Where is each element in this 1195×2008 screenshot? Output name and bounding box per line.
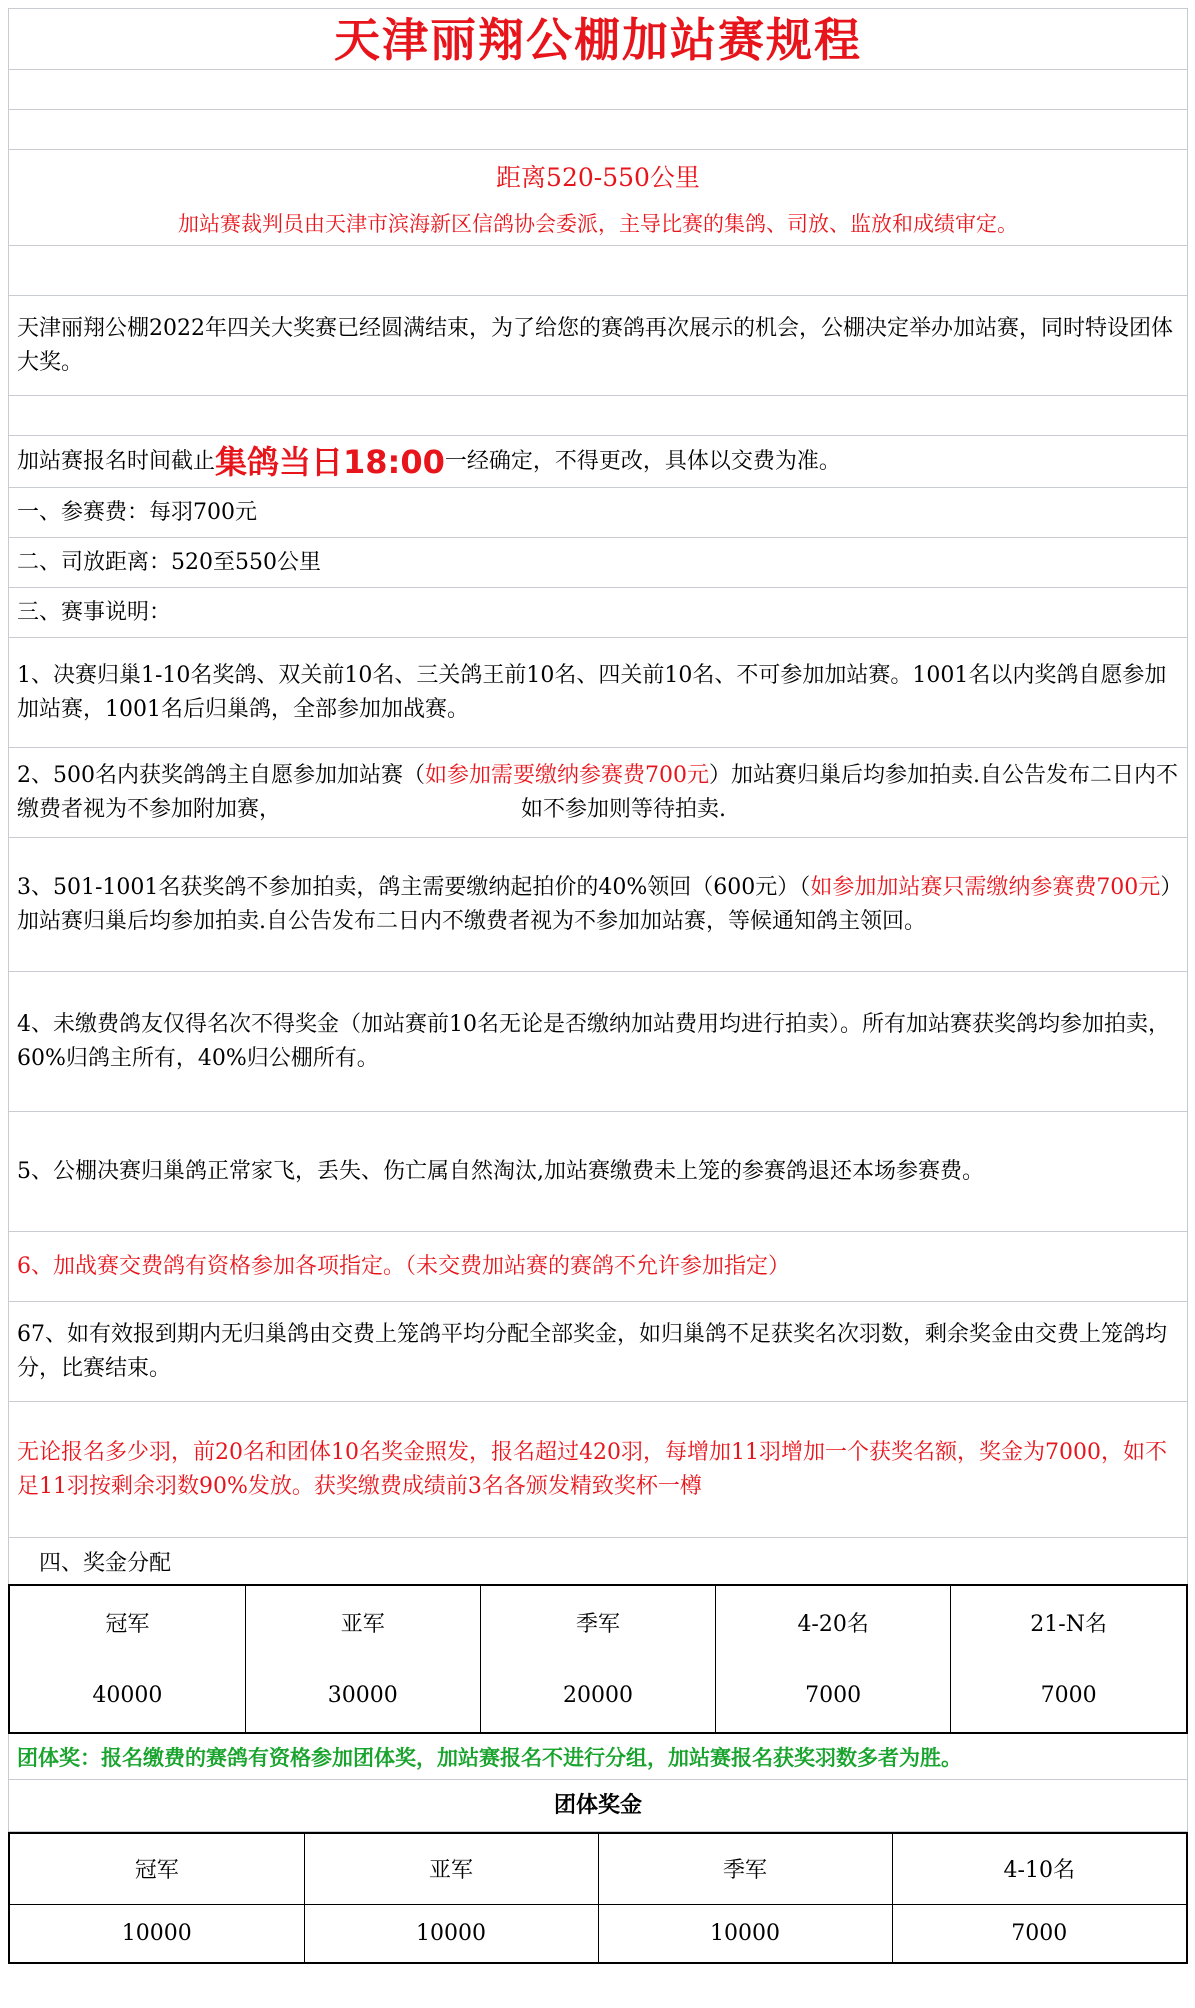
team-note-row xyxy=(8,1734,1188,1780)
team-header-cell: 冠军 xyxy=(10,1834,304,1904)
team-value-cell: 10000 xyxy=(304,1904,598,1962)
bonus-note xyxy=(8,1402,1188,1538)
distance-block xyxy=(8,150,1188,246)
prize-table xyxy=(8,1584,1188,1734)
prize-heading: 四、奖金分配 xyxy=(8,1538,1188,1584)
team-header-cell: 季军 xyxy=(598,1834,892,1904)
rule-5-text: 5、公棚决赛归巢鸽正常家飞，丢失、伤亡属自然淘汰,加站赛缴费未上笼的参赛鸽退还本场参赛费。 xyxy=(17,1158,984,1184)
prize-value-cell: 20000 xyxy=(480,1658,715,1732)
team-value-cell: 7000 xyxy=(1011,1920,1068,1946)
team-table-grid xyxy=(10,1834,1186,1962)
rule-1-text: 1、决赛归巢1-10名奖鸽、双关前10名、三关鸽王前10名、四关前10名、不可参加加站赛。1001名以内奖鸽自愿参加加站赛，1001名后归巢鸽，全部参加加战赛。 xyxy=(17,662,1167,722)
distance-text: 距离520-550公里 xyxy=(496,162,700,192)
rule-6-text: 6、加战赛交费鸽有资格参加各项指定。（未交费加站赛的赛鸽不允许参加指定） xyxy=(17,1253,790,1279)
prize-value-cell: 40000 xyxy=(10,1658,245,1732)
rule-2 xyxy=(8,748,1188,838)
team-header-cell: 亚军 xyxy=(304,1834,598,1904)
prize-value-cell: 7000 xyxy=(1040,1682,1097,1708)
team-value-cell: 10000 xyxy=(598,1904,892,1962)
rule-3-fee-highlight: 如参加加站赛只需缴纳参赛费700元 xyxy=(810,874,1161,900)
rule-2-part-c: ）加站赛归巢后均参加拍卖.自公告发布二日内不缴费者视为不参加附加赛， xyxy=(17,762,1178,822)
prize-table-grid xyxy=(10,1586,1186,1732)
bonus-note-text: 无论报名多少羽，前20名和团体10名奖金照发，报名超过420羽，每增加11羽增加一个获奖名额，奖金为7000，如不足11羽按剩余羽数90%发放。获奖缴费成绩前3名各颁发精致奖杯一樽 xyxy=(17,1439,1167,1499)
referee-text: 加站赛裁判员由天津市滨海新区信鸽协会委派，主导比赛的集鸽、司放、监放和成绩审定。 xyxy=(178,211,1018,236)
team-table xyxy=(8,1832,1188,1964)
fee-text: 一、参赛费：每羽700元 xyxy=(17,499,257,525)
prize-header-cell: 4-20名 xyxy=(716,1586,951,1658)
blank-row xyxy=(8,396,1188,436)
team-header-row xyxy=(10,1834,1186,1904)
rule-2-part-d: 如不参加则等待拍卖. xyxy=(521,796,727,822)
intro-paragraph: 天津丽翔公棚2022年四关大奖赛已经圆满结束，为了给您的赛鸽再次展示的机会，公棚决定举办加站赛，同时特设团体大奖。 xyxy=(17,315,1173,375)
notes-heading: 三、赛事说明： xyxy=(17,599,172,625)
team-header-cell: 4-10名 xyxy=(1003,1858,1075,1884)
rule-7-text: 67、如有效报到期内无归巢鸽由交费上笼鸽平均分配全部奖金，如归巢鸽不足获奖名次羽数，剩余奖金由交费上笼鸽均分，比赛结束。 xyxy=(17,1321,1167,1381)
notes-heading-row xyxy=(8,588,1188,638)
rule-3-part-c: ）加站赛归巢后均参加拍卖.自公告发布二日内不缴费者视为不参加加站赛，等候通知鸽主领回。 xyxy=(17,874,1172,934)
page-title: 天津丽翔公棚加站赛规程 xyxy=(8,8,1188,70)
rule-5 xyxy=(8,1112,1188,1232)
release-row xyxy=(8,538,1188,588)
rule-1 xyxy=(8,638,1188,748)
prize-header-cell: 亚军 xyxy=(245,1586,480,1658)
rule-4-text: 4、未缴费鸽友仅得名次不得奖金（加站赛前10名无论是否缴纳加站费用均进行拍卖）。所有加站赛获奖鸽均参加拍卖，60%归鸽主所有，40%归公棚所有。 xyxy=(17,1011,1170,1071)
intro-text xyxy=(8,296,1188,396)
rule-2-fee-highlight: 如参加需要缴纳参赛费700元 xyxy=(425,762,709,788)
deadline-row xyxy=(8,436,1188,488)
rule-7 xyxy=(8,1302,1188,1402)
rule-2-part-a: 2、500名内获奖鸽鸽主自愿参加加站赛（ xyxy=(17,762,425,788)
rule-3 xyxy=(8,838,1188,972)
deadline-prefix: 加站赛报名时间截止 xyxy=(17,448,216,474)
rule-3-part-a: 3、501-1001名获奖鸽不参加拍卖，鸽主需要缴纳起拍价的40%领回（600元）（ xyxy=(17,874,811,900)
prize-header-cell: 冠军 xyxy=(10,1586,245,1658)
blank-row xyxy=(8,246,1188,296)
team-value-row xyxy=(10,1904,1186,1962)
rule-4 xyxy=(8,972,1188,1112)
prize-header-row xyxy=(10,1586,1186,1658)
blank-row xyxy=(8,70,1188,110)
prize-value-cell: 30000 xyxy=(245,1658,480,1732)
release-text: 二、司放距离：520至550公里 xyxy=(17,549,321,575)
prize-value-cell: 7000 xyxy=(716,1658,951,1732)
fee-row xyxy=(8,488,1188,538)
rule-2-text xyxy=(17,759,1181,827)
team-note: 团体奖：报名缴费的赛鸽有资格参加团体奖，加站赛报名不进行分组，加站赛报名获奖羽数多者为胜。 xyxy=(17,1745,962,1770)
team-value-cell: 10000 xyxy=(10,1904,304,1962)
prize-value-row xyxy=(10,1658,1186,1732)
rule-6 xyxy=(8,1232,1188,1302)
rules-sheet xyxy=(8,8,1188,1964)
deadline-highlight: 集鸽当日18:00 xyxy=(215,442,445,481)
prize-header-cell: 季军 xyxy=(480,1586,715,1658)
prize-header-cell: 21-N名 xyxy=(1030,1611,1107,1637)
team-title: 团体奖金 xyxy=(8,1780,1188,1832)
blank-row xyxy=(8,110,1188,150)
deadline-suffix: 一经确定，不得更改，具体以交费为准。 xyxy=(444,448,841,474)
rule-3-text xyxy=(17,871,1181,939)
